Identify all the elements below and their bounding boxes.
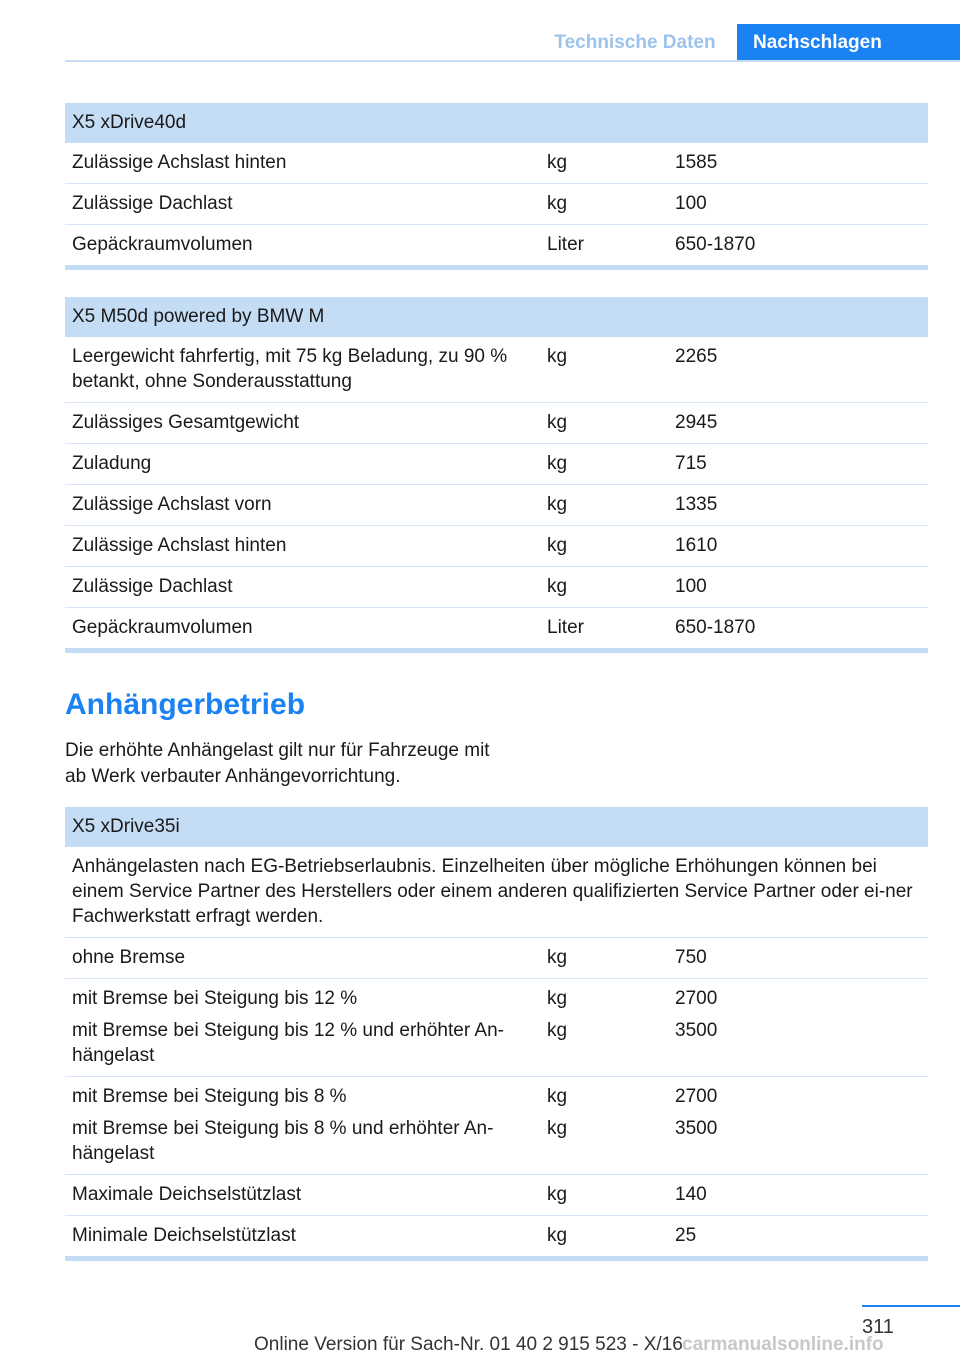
header-divider [65,60,960,62]
row-label: mit Bremse bei Steigung bis 8 % und erhöhter An-hängelast [72,1118,494,1164]
table-title: X5 M50d powered by BMW M [65,297,928,337]
row-label: mit Bremse bei Steigung bis 8 % [72,1086,347,1107]
row-unit: kg [547,576,568,597]
row-label: Zulässige Achslast hinten [72,535,287,556]
row-unit: kg [547,1020,568,1041]
table-note: Anhängelasten nach EG-Betriebserlaubnis. Einzelheiten über mögliche Erhöhungen können bei einem Service Partner des Herstellers oder einem anderen qualifizierten Service Partner oder ei-ner Fachwerkstatt erfragt werden. [72,856,913,927]
tab-nachschlagen[interactable]: Nachschlagen [737,24,960,62]
row-value: 650-1870 [675,617,756,638]
online-version-text: Online Version für Sach-Nr. 01 40 2 915 523 - X/16 [254,1334,683,1355]
row-unit: kg [547,193,568,214]
table-x5-xdrive40d [65,103,928,270]
row-label: Zuladung [72,453,152,474]
table-row [65,444,928,485]
row-value: 1610 [675,535,718,556]
row-label: Zulässiges Gesamtgewicht [72,412,300,433]
table-end-rule [65,1256,928,1261]
sub-row [65,1018,928,1068]
row-label: Gepäckraumvolumen [72,234,253,255]
table-row [65,337,928,403]
table-row [65,1175,928,1216]
row-unit: kg [547,1225,568,1246]
row-label: Zulässige Achslast hinten [72,152,287,173]
row-unit: kg [547,1184,568,1205]
table-x5-m50d [65,297,928,653]
table-title: X5 xDrive35i [65,807,928,847]
table-row [65,184,928,225]
row-label: Zulässige Dachlast [72,576,233,597]
row-unit: kg [547,152,568,173]
section-body: Die erhöhte Anhängelast gilt nur für Fahrzeuge mit ab Werk verbauter Anhängevorrichtung. [65,740,490,787]
row-value: 25 [675,1225,697,1246]
row-value: 1335 [675,494,718,515]
table-row [65,1077,928,1175]
table-row [65,979,928,1077]
sub-row [65,986,928,1011]
row-value: 100 [675,193,707,214]
row-value: 3500 [675,1020,718,1041]
row-unit: kg [547,988,568,1009]
row-value: 3500 [675,1118,718,1139]
table-row [65,567,928,608]
table-end-rule [65,648,928,653]
table-row [65,403,928,444]
row-label: Zulässige Achslast vorn [72,494,272,515]
row-label: mit Bremse bei Steigung bis 12 % [72,988,358,1009]
row-unit: Liter [547,617,584,638]
row-value: 2700 [675,1086,718,1107]
row-unit: kg [547,947,568,968]
table-title: X5 xDrive40d [65,103,928,143]
row-value: 1585 [675,152,718,173]
row-label: Zulässige Dachlast [72,193,233,214]
row-unit: kg [547,1086,568,1107]
table-row [65,608,928,648]
row-label: Gepäckraumvolumen [72,617,253,638]
table-row [65,526,928,567]
table-row [65,938,928,979]
row-label: ohne Bremse [72,947,186,968]
table-row [65,143,928,184]
row-unit: kg [547,346,568,367]
row-value: 2700 [675,988,718,1009]
row-unit: kg [547,535,568,556]
row-value: 715 [675,453,707,474]
row-label: Maximale Deichselstützlast [72,1184,302,1205]
tab-technische-daten[interactable]: Technische Daten [554,32,716,53]
watermark: carmanualsonline.info [682,1334,884,1355]
row-label: Minimale Deichselstützlast [72,1225,296,1246]
row-unit: Liter [547,234,584,255]
row-value: 100 [675,576,707,597]
table-end-rule [65,265,928,270]
row-label: mit Bremse bei Steigung bis 12 % und erhöhter An-hängelast [72,1020,504,1066]
sub-row [65,1084,928,1109]
row-unit: kg [547,494,568,515]
row-unit: kg [547,412,568,433]
table-x5-xdrive35i [65,807,928,1261]
row-value: 750 [675,947,707,968]
row-unit: kg [547,1118,568,1139]
section-title: Anhängerbetrieb [65,688,306,721]
footer-divider [862,1305,960,1307]
sub-row [65,1116,928,1166]
page-number: 311 [862,1316,894,1338]
table-note-row [65,847,928,938]
row-value: 140 [675,1184,707,1205]
row-value: 2265 [675,346,718,367]
table-row [65,225,928,265]
row-value: 2945 [675,412,718,433]
row-label: Leergewicht fahrfertig, mit 75 kg Beladung, zu 90 % betankt, ohne Sonderausstattung [72,346,508,392]
table-row [65,1216,928,1256]
row-unit: kg [547,453,568,474]
table-row [65,485,928,526]
row-value: 650-1870 [675,234,756,255]
